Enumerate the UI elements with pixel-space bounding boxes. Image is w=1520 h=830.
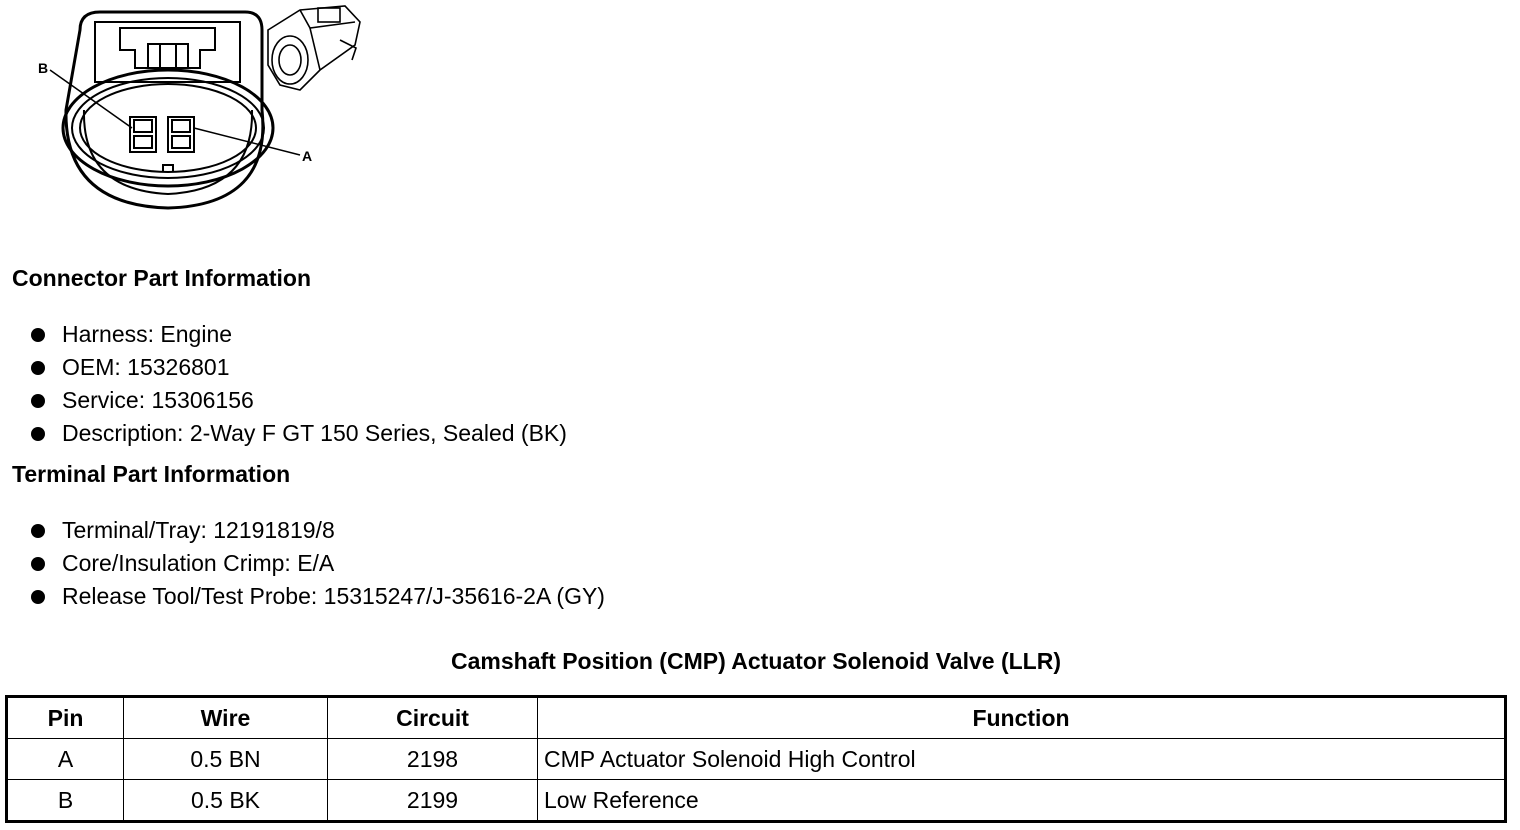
table-header-row	[7, 697, 1506, 739]
pin-cell: B	[7, 780, 124, 822]
bullet-icon	[31, 427, 45, 441]
pin-a-label: A	[302, 148, 313, 164]
bullet-icon	[31, 557, 45, 571]
bullet-icon	[31, 361, 45, 375]
list-item-text: Release Tool/Test Probe: 15315247/J-35616-2A (GY)	[62, 583, 605, 609]
connector-diagram	[30, 0, 380, 220]
circuit-cell: 2199	[328, 780, 538, 822]
bullet-icon	[31, 394, 45, 408]
list-item	[30, 351, 567, 384]
list-item	[30, 318, 567, 351]
terminal-info-list	[30, 514, 605, 613]
pin-b-label: B	[38, 60, 49, 76]
column-header-pin: Pin	[7, 697, 124, 739]
connector-info-heading: Connector Part Information	[12, 265, 312, 291]
list-item	[30, 417, 567, 450]
table-title: Camshaft Position (CMP) Actuator Solenoid Valve (LLR)	[451, 648, 1061, 674]
list-item-text: Harness: Engine	[62, 321, 233, 347]
wire-cell: 0.5 BN	[124, 739, 328, 780]
list-item-text: Terminal/Tray: 12191819/8	[62, 517, 335, 543]
wire-cell: 0.5 BK	[124, 780, 328, 822]
list-item-text: OEM: 15326801	[62, 354, 230, 380]
circuit-cell: 2198	[328, 739, 538, 780]
column-header-wire: Wire	[124, 697, 328, 739]
column-header-circuit: Circuit	[328, 697, 538, 739]
list-item-text: Description: 2-Way F GT 150 Series, Sealed (BK)	[62, 420, 567, 446]
list-item-text: Service: 15306156	[62, 387, 254, 413]
bullet-icon	[31, 524, 45, 538]
list-item	[30, 547, 605, 580]
list-item-text: Core/Insulation Crimp: E/A	[62, 550, 335, 576]
list-item	[30, 514, 605, 547]
bullet-icon	[31, 590, 45, 604]
list-item	[30, 384, 567, 417]
function-cell: Low Reference	[538, 780, 1506, 822]
list-item	[30, 580, 605, 613]
pin-cell: A	[7, 739, 124, 780]
table-row	[7, 780, 1506, 822]
pinout-table	[5, 695, 1507, 823]
terminal-info-heading: Terminal Part Information	[12, 461, 291, 487]
function-cell: CMP Actuator Solenoid High Control	[538, 739, 1506, 780]
table-row	[7, 739, 1506, 780]
column-header-function: Function	[538, 697, 1506, 739]
connector-info-list	[30, 318, 567, 450]
bullet-icon	[31, 328, 45, 342]
